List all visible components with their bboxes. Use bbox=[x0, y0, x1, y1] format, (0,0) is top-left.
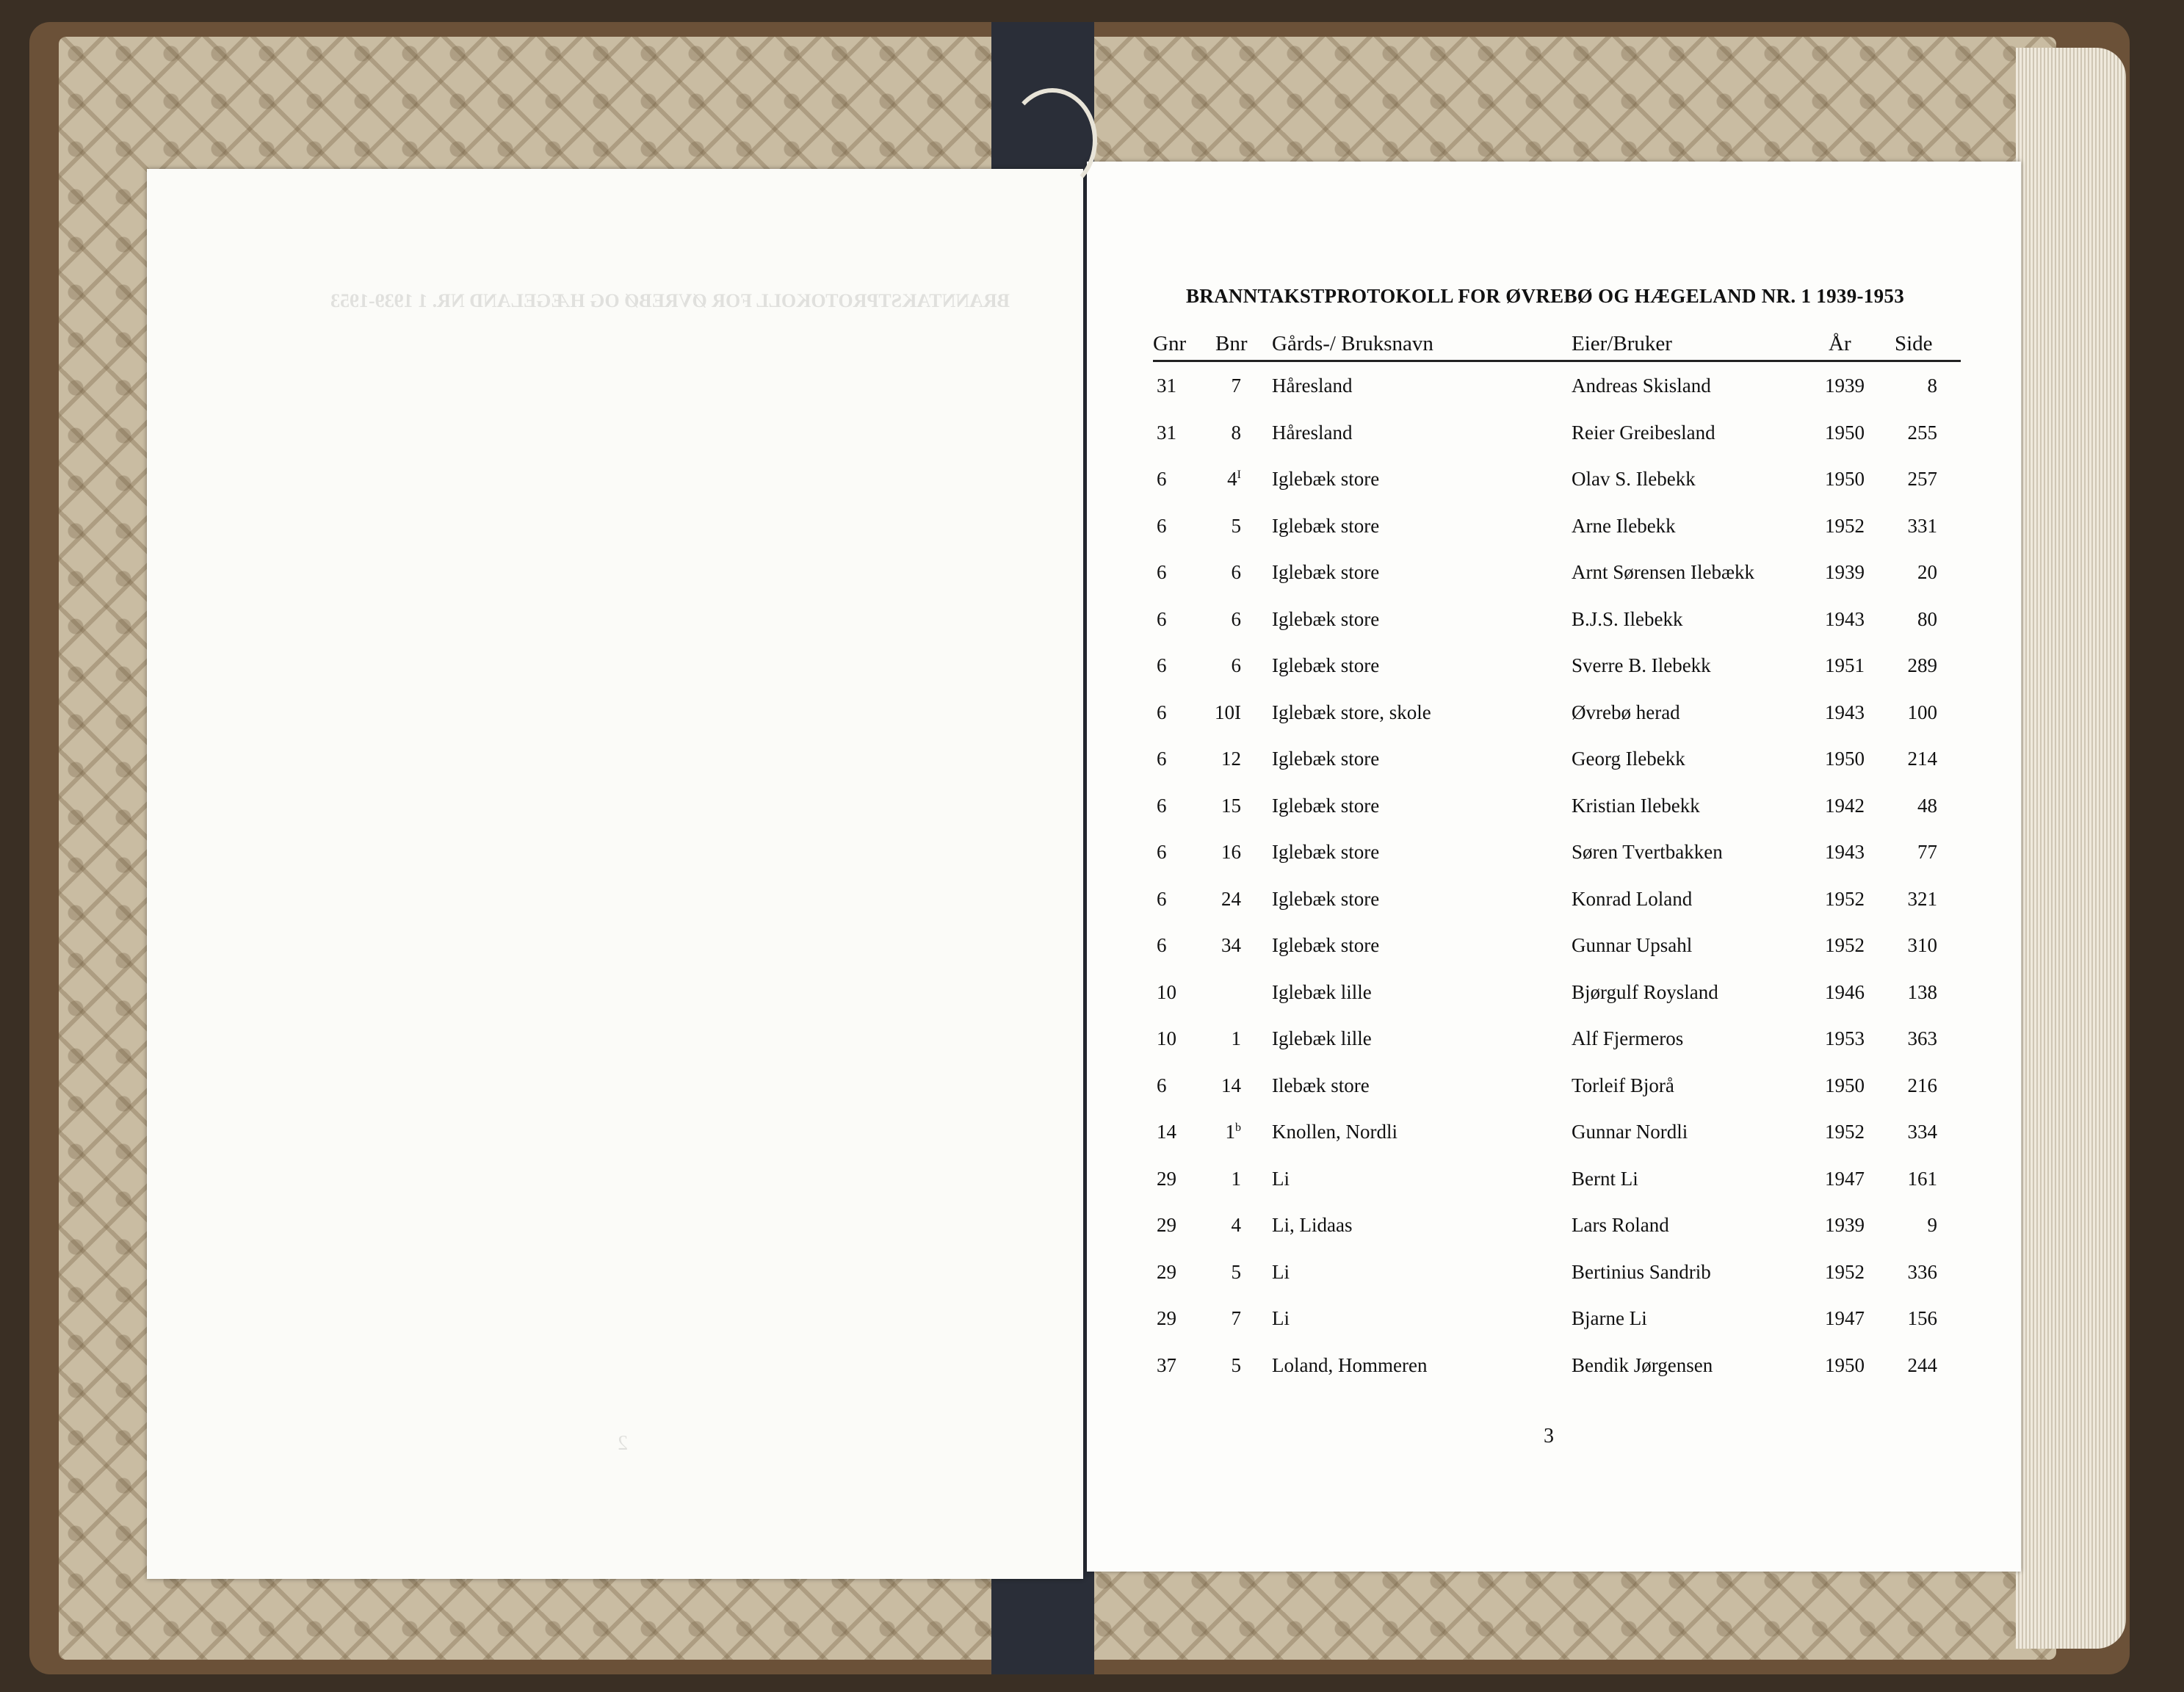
cell-name: Iglebæk store bbox=[1272, 514, 1380, 537]
cell-name: Loland, Hommeren bbox=[1272, 1353, 1428, 1376]
cell-bnr: 1 bbox=[1231, 1167, 1241, 1190]
cell-bnr: 6 bbox=[1231, 607, 1241, 630]
cell-eier: Lars Roland bbox=[1572, 1214, 1669, 1236]
cell-name: Iglebæk lille bbox=[1272, 980, 1372, 1003]
cell-ar: 1943 bbox=[1825, 701, 1865, 723]
cell-side: 331 bbox=[1907, 514, 1937, 537]
col-header-name: Gårds-/ Bruksnavn bbox=[1272, 332, 1433, 355]
cell-side: 8 bbox=[1927, 375, 1937, 397]
cell-gnr: 31 bbox=[1157, 375, 1176, 397]
cell-side: 244 bbox=[1907, 1353, 1937, 1376]
cell-ar: 1950 bbox=[1825, 421, 1865, 444]
cell-eier: Kristian Ilebekk bbox=[1572, 794, 1700, 817]
cell-ar: 1939 bbox=[1825, 1214, 1865, 1236]
cell-eier: Arne Ilebekk bbox=[1572, 514, 1676, 537]
cell-bnr: 1$^b$ bbox=[1225, 1121, 1241, 1143]
cell-gnr: 6 bbox=[1157, 468, 1167, 490]
cell-ar: 1952 bbox=[1825, 934, 1865, 956]
cell-name: Li bbox=[1272, 1260, 1290, 1283]
table-row bbox=[1087, 1027, 2021, 1071]
cell-bnr: 5 bbox=[1231, 514, 1241, 537]
cell-side: 363 bbox=[1907, 1027, 1937, 1049]
cell-gnr: 6 bbox=[1157, 607, 1167, 630]
cell-eier: Søren Tvertbakken bbox=[1572, 841, 1723, 863]
cell-name: Li bbox=[1272, 1307, 1290, 1329]
cell-bnr: 7 bbox=[1231, 375, 1241, 397]
left-page bbox=[147, 169, 1083, 1579]
cell-gnr: 6 bbox=[1157, 561, 1167, 583]
cell-gnr: 31 bbox=[1157, 421, 1176, 444]
cell-ar: 1939 bbox=[1825, 561, 1865, 583]
cell-name: Iglebæk store bbox=[1272, 841, 1380, 863]
cell-side: 100 bbox=[1907, 701, 1937, 723]
cell-gnr: 6 bbox=[1157, 841, 1167, 863]
cell-side: 336 bbox=[1907, 1260, 1937, 1283]
cell-eier: Bendik Jørgensen bbox=[1572, 1353, 1713, 1376]
cell-bnr: 16 bbox=[1221, 841, 1241, 863]
cell-name: Iglebæk lille bbox=[1272, 1027, 1372, 1049]
cell-ar: 1946 bbox=[1825, 980, 1865, 1003]
table-row bbox=[1087, 1214, 2021, 1258]
cell-ar: 1950 bbox=[1825, 1353, 1865, 1376]
col-header-side: Side bbox=[1895, 332, 1933, 355]
cell-eier: Øvrebø herad bbox=[1572, 701, 1680, 723]
cell-ar: 1952 bbox=[1825, 514, 1865, 537]
cell-gnr: 10 bbox=[1157, 980, 1176, 1003]
cell-eier: Gunnar Nordli bbox=[1572, 1121, 1688, 1143]
cell-ar: 1952 bbox=[1825, 1260, 1865, 1283]
cell-bnr: 5 bbox=[1231, 1353, 1241, 1376]
cell-bnr: 12 bbox=[1221, 748, 1241, 770]
cell-eier: Sverre B. Ilebekk bbox=[1572, 654, 1711, 676]
cell-bnr: 5 bbox=[1231, 1260, 1241, 1283]
cell-eier: Bertinius Sandrib bbox=[1572, 1260, 1711, 1283]
cell-eier: Reier Greibesland bbox=[1572, 421, 1715, 444]
right-page bbox=[1087, 162, 2021, 1572]
cell-bnr: 8 bbox=[1231, 421, 1241, 444]
cell-gnr: 6 bbox=[1157, 748, 1167, 770]
cell-gnr: 6 bbox=[1157, 1074, 1167, 1096]
cell-name: Iglebæk store bbox=[1272, 654, 1380, 676]
cell-side: 289 bbox=[1907, 654, 1937, 676]
cell-ar: 1950 bbox=[1825, 1074, 1865, 1096]
cell-side: 80 bbox=[1917, 607, 1937, 630]
cell-bnr: 10I bbox=[1215, 701, 1241, 723]
cell-gnr: 29 bbox=[1157, 1260, 1176, 1283]
cell-gnr: 14 bbox=[1157, 1121, 1176, 1143]
cell-bnr: 4 bbox=[1231, 1214, 1241, 1236]
cell-name: Iglebæk store bbox=[1272, 934, 1380, 956]
cell-name: Ilebæk store bbox=[1272, 1074, 1370, 1096]
cell-name: Iglebæk store bbox=[1272, 468, 1380, 490]
table-row bbox=[1087, 1168, 2021, 1212]
cell-side: 321 bbox=[1907, 887, 1937, 910]
cell-ar: 1952 bbox=[1825, 1121, 1865, 1143]
cell-name: Håresland bbox=[1272, 421, 1353, 444]
cell-name: Knollen, Nordli bbox=[1272, 1121, 1397, 1143]
show-through-text bbox=[147, 169, 1083, 1579]
cell-name: Iglebæk store bbox=[1272, 607, 1380, 630]
header-rule bbox=[1153, 360, 1961, 362]
table-row bbox=[1087, 422, 2021, 466]
col-header-gnr: Gnr bbox=[1153, 332, 1187, 355]
cell-name: Iglebæk store bbox=[1272, 794, 1380, 817]
cell-bnr: 34 bbox=[1221, 934, 1241, 956]
cell-gnr: 29 bbox=[1157, 1167, 1176, 1190]
cell-name: Li bbox=[1272, 1167, 1290, 1190]
cell-name: Iglebæk store bbox=[1272, 748, 1380, 770]
table-row bbox=[1087, 795, 2021, 839]
table-row bbox=[1087, 981, 2021, 1025]
cell-eier: Alf Fjermeros bbox=[1572, 1027, 1684, 1049]
table-row bbox=[1087, 748, 2021, 792]
page-number: 3 bbox=[1544, 1425, 1554, 1447]
cell-eier: Konrad Loland bbox=[1572, 887, 1693, 910]
cell-eier: Bjarne Li bbox=[1572, 1307, 1647, 1329]
table-row bbox=[1087, 1121, 2021, 1165]
cell-eier: Arnt Sørensen Ilebækk bbox=[1572, 561, 1754, 583]
cell-side: 216 bbox=[1907, 1074, 1937, 1096]
cell-side: 310 bbox=[1907, 934, 1937, 956]
cell-ar: 1942 bbox=[1825, 794, 1865, 817]
cell-ar: 1947 bbox=[1825, 1307, 1865, 1329]
cell-side: 334 bbox=[1907, 1121, 1937, 1143]
cell-name: Iglebæk store bbox=[1272, 887, 1380, 910]
table-row bbox=[1087, 888, 2021, 932]
table-row bbox=[1087, 468, 2021, 512]
bookmark-string bbox=[1008, 88, 1097, 192]
cell-ar: 1953 bbox=[1825, 1027, 1865, 1049]
cell-eier: B.J.S. Ilebekk bbox=[1572, 607, 1683, 630]
table-row bbox=[1087, 701, 2021, 745]
cell-eier: Gunnar Upsahl bbox=[1572, 934, 1693, 956]
cell-name: Håresland bbox=[1272, 375, 1353, 397]
cell-side: 257 bbox=[1907, 468, 1937, 490]
cell-side: 9 bbox=[1927, 1214, 1937, 1236]
table-row bbox=[1087, 654, 2021, 698]
col-header-bnr: Bnr bbox=[1215, 332, 1248, 355]
col-header-ar: År bbox=[1829, 332, 1851, 355]
cell-eier: Torleif Bjorå bbox=[1572, 1074, 1674, 1096]
table-row bbox=[1087, 934, 2021, 978]
cell-eier: Georg Ilebekk bbox=[1572, 748, 1685, 770]
cell-eier: Bernt Li bbox=[1572, 1167, 1638, 1190]
cell-ar: 1950 bbox=[1825, 468, 1865, 490]
cell-ar: 1951 bbox=[1825, 654, 1865, 676]
cell-side: 48 bbox=[1917, 794, 1937, 817]
cell-ar: 1939 bbox=[1825, 375, 1865, 397]
col-header-eier: Eier/Bruker bbox=[1572, 332, 1672, 355]
cell-ar: 1947 bbox=[1825, 1167, 1865, 1190]
table-row bbox=[1087, 1074, 2021, 1118]
document-title: BRANNTAKSTPROTOKOLL FOR ØVREBØ OG HÆGELAND NR. 1 1939-1953 bbox=[1186, 285, 1904, 307]
cell-bnr: 15 bbox=[1221, 794, 1241, 817]
cell-name: Li, Lidaas bbox=[1272, 1214, 1353, 1236]
cell-side: 161 bbox=[1907, 1167, 1937, 1190]
cell-bnr-superscript: I bbox=[1237, 469, 1241, 481]
cell-name: Iglebæk store, skole bbox=[1272, 701, 1431, 723]
cell-gnr: 29 bbox=[1157, 1307, 1176, 1329]
cell-ar: 1943 bbox=[1825, 607, 1865, 630]
cell-side: 20 bbox=[1917, 561, 1937, 583]
page-edges bbox=[2016, 48, 2126, 1649]
cell-bnr: 6 bbox=[1231, 561, 1241, 583]
table-row bbox=[1087, 375, 2021, 419]
table-row bbox=[1087, 608, 2021, 652]
cell-side: 77 bbox=[1917, 841, 1937, 863]
cell-side: 255 bbox=[1907, 421, 1937, 444]
cell-side: 138 bbox=[1907, 980, 1937, 1003]
table-row bbox=[1087, 1354, 2021, 1398]
cell-eier: Bjørgulf Roysland bbox=[1572, 980, 1718, 1003]
cell-ar: 1952 bbox=[1825, 887, 1865, 910]
cell-gnr: 6 bbox=[1157, 934, 1167, 956]
table-row bbox=[1087, 1307, 2021, 1351]
cell-name: Iglebæk store bbox=[1272, 561, 1380, 583]
cell-ar: 1943 bbox=[1825, 841, 1865, 863]
cell-bnr: 7 bbox=[1231, 1307, 1241, 1329]
cell-bnr-superscript: b bbox=[1235, 1121, 1241, 1134]
cell-gnr: 29 bbox=[1157, 1214, 1176, 1236]
ghost-title: BRANNTAKSTPROTOKOLL FOR ØVREBØ OG HÆGELAND NR. 1 1939-1953 bbox=[330, 290, 1010, 311]
cell-bnr: $4^I$ bbox=[1227, 468, 1241, 490]
table-row bbox=[1087, 1261, 2021, 1305]
cell-bnr: 14 bbox=[1221, 1074, 1241, 1096]
cell-bnr: 24 bbox=[1221, 887, 1241, 910]
cell-gnr: 37 bbox=[1157, 1353, 1176, 1376]
cell-side: 156 bbox=[1907, 1307, 1937, 1329]
cell-gnr: 6 bbox=[1157, 654, 1167, 676]
cell-gnr: 6 bbox=[1157, 887, 1167, 910]
cell-eier: Olav S. Ilebekk bbox=[1572, 468, 1696, 490]
cell-gnr: 6 bbox=[1157, 794, 1167, 817]
cell-gnr: 6 bbox=[1157, 514, 1167, 537]
ghost-page-number: 2 bbox=[618, 1432, 628, 1455]
table-row bbox=[1087, 561, 2021, 605]
cell-bnr: 6 bbox=[1231, 654, 1241, 676]
cell-gnr: 10 bbox=[1157, 1027, 1176, 1049]
cell-eier: Andreas Skisland bbox=[1572, 375, 1711, 397]
table-row bbox=[1087, 515, 2021, 559]
cell-side: 214 bbox=[1907, 748, 1937, 770]
cell-bnr: 1 bbox=[1231, 1027, 1241, 1049]
cell-gnr: 6 bbox=[1157, 701, 1167, 723]
table-row bbox=[1087, 841, 2021, 885]
cell-ar: 1950 bbox=[1825, 748, 1865, 770]
